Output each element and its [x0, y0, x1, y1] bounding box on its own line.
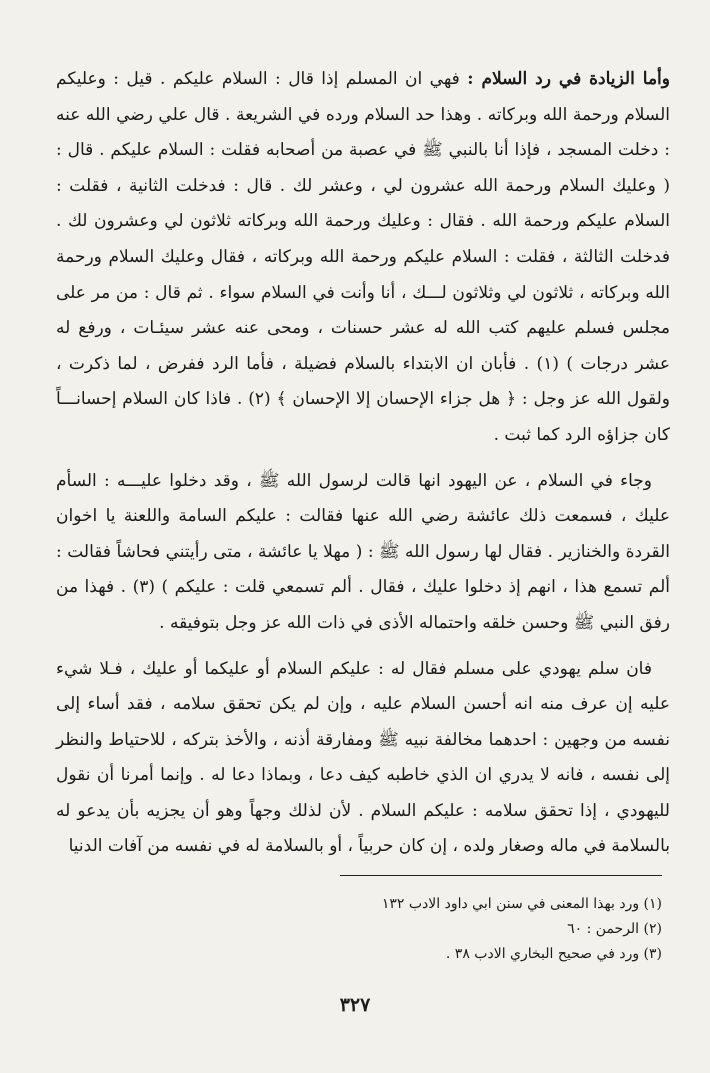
footnote-1: (١) ورد بهذا المعنى في سنن ابي داود الادب ١٣٢ — [381, 896, 662, 912]
main-text — [56, 62, 670, 865]
footnote-divider — [340, 875, 662, 876]
page-number: ٣٢٧ — [339, 994, 371, 1016]
paragraph-1 — [56, 62, 670, 454]
footnote-3: (٣) ورد في صحيح البخاري الادب ٣٨ . — [445, 946, 662, 962]
paragraph-3-text: فان سلم يهودي على مسلم فقال له : عليكم السلام أو عليكما أو عليك ، فـلا شيء عليه إن عرف منه انه أحسن السلام عليه ، وإن لم يكن تحقق سلامه ، فقد أساء إلى نفسه من وجهين : احدهما مخالفة نبيه ﷺ ومفارقة أذنه ، والأخذ بتركه ، للاحتياط والنظر إلى نفسه ، فانه لا يدري ان الذي خاطبه كيف دعا ، وبماذا دعا له . وإنما أمرنا أن نقول لليهودي ، إذا تحقق سلامه : عليكم السلام . لأن لذلك وجهاً وهو أن يجزيه بأن يدعو له بالسلامة في ماله وصغار ولده ، إن كان حربياً ، أو بالسلامة له في نفسه من آفات الدنيا — [56, 658, 670, 857]
paragraph-3 — [56, 652, 670, 866]
footnotes — [330, 892, 662, 967]
footnote-2: (٢) الرحمن : ٦٠ — [567, 921, 662, 937]
paragraph-1-text: فهي ان المسلم إذا قال : السلام عليكم . قيل : وعليكم السلام ورحمة الله وبركاته . وهذا حد السلام ورده في الشريعة . قال علي رضي الله عنه : دخلت المسجد ، فإذا أنا بالنبي ﷺ في عصبة من أصحابه فقلت : السلام عليكم . قال : ( وعليك السلام ورحمة الله عشرون لي ، وعشر لك . قال : فدخلت الثانية ، فقلت : السلام عليكم ورحمة الله . فقال : وعليك ورحمة الله وبركاته ثلاثون لي وعشرون لك . فدخلت الثالثة ، فقلت : السلام عليكم ورحمة الله وبركاته ، فقال وعليك السلام ورحمة الله وبركاته ، ثلاثون لي وثلاثون لـــك ، أنا وأنت في السلام سواء . ثم قال : من مر على مجلس فسلم عليهم كتب الله له عشر حسنات ، ومحى عنه عشر سيئـات ، ورفع له عشر درجات ) (١) . فأبان ان الابتداء بالسلام فضيلة ، فأما الرد ففرض ، لما ذكرت ، ولقول الله عز وجل : ﴿ هل جزاء الإحسان إلا الإحسان ﴾ (٢) . فاذا كان السلام إحسانـــاً كان جزاؤه الرد كما ثبت . — [56, 69, 671, 445]
paragraph-2-text: وجاء في السلام ، عن اليهود انها قالت لرسول الله ﷺ ، وقد دخلوا عليـــه : السأم عليك ، فسمعت ذلك عائشة رضي الله عنها فقالت : عليكم السامة واللعنة يا اخوان القردة والخنازير . فقال لها رسول الله ﷺ : ( مهلا يا عائشة ، متى رأيتني فحاشاً فقالت : ألم تسمع هذا ، انهم إذ دخلوا عليك ، فقال . ألم تسمعي قلت : عليكم ) (٣) . فهذا من رفق النبي ﷺ وحسن خلقه واحتماله الأذى في ذات الله عز وجل بتوفيقه . — [56, 470, 671, 633]
paragraph-2 — [56, 464, 670, 642]
section-heading: وأما الزيادة في رد السلام : — [467, 69, 670, 89]
